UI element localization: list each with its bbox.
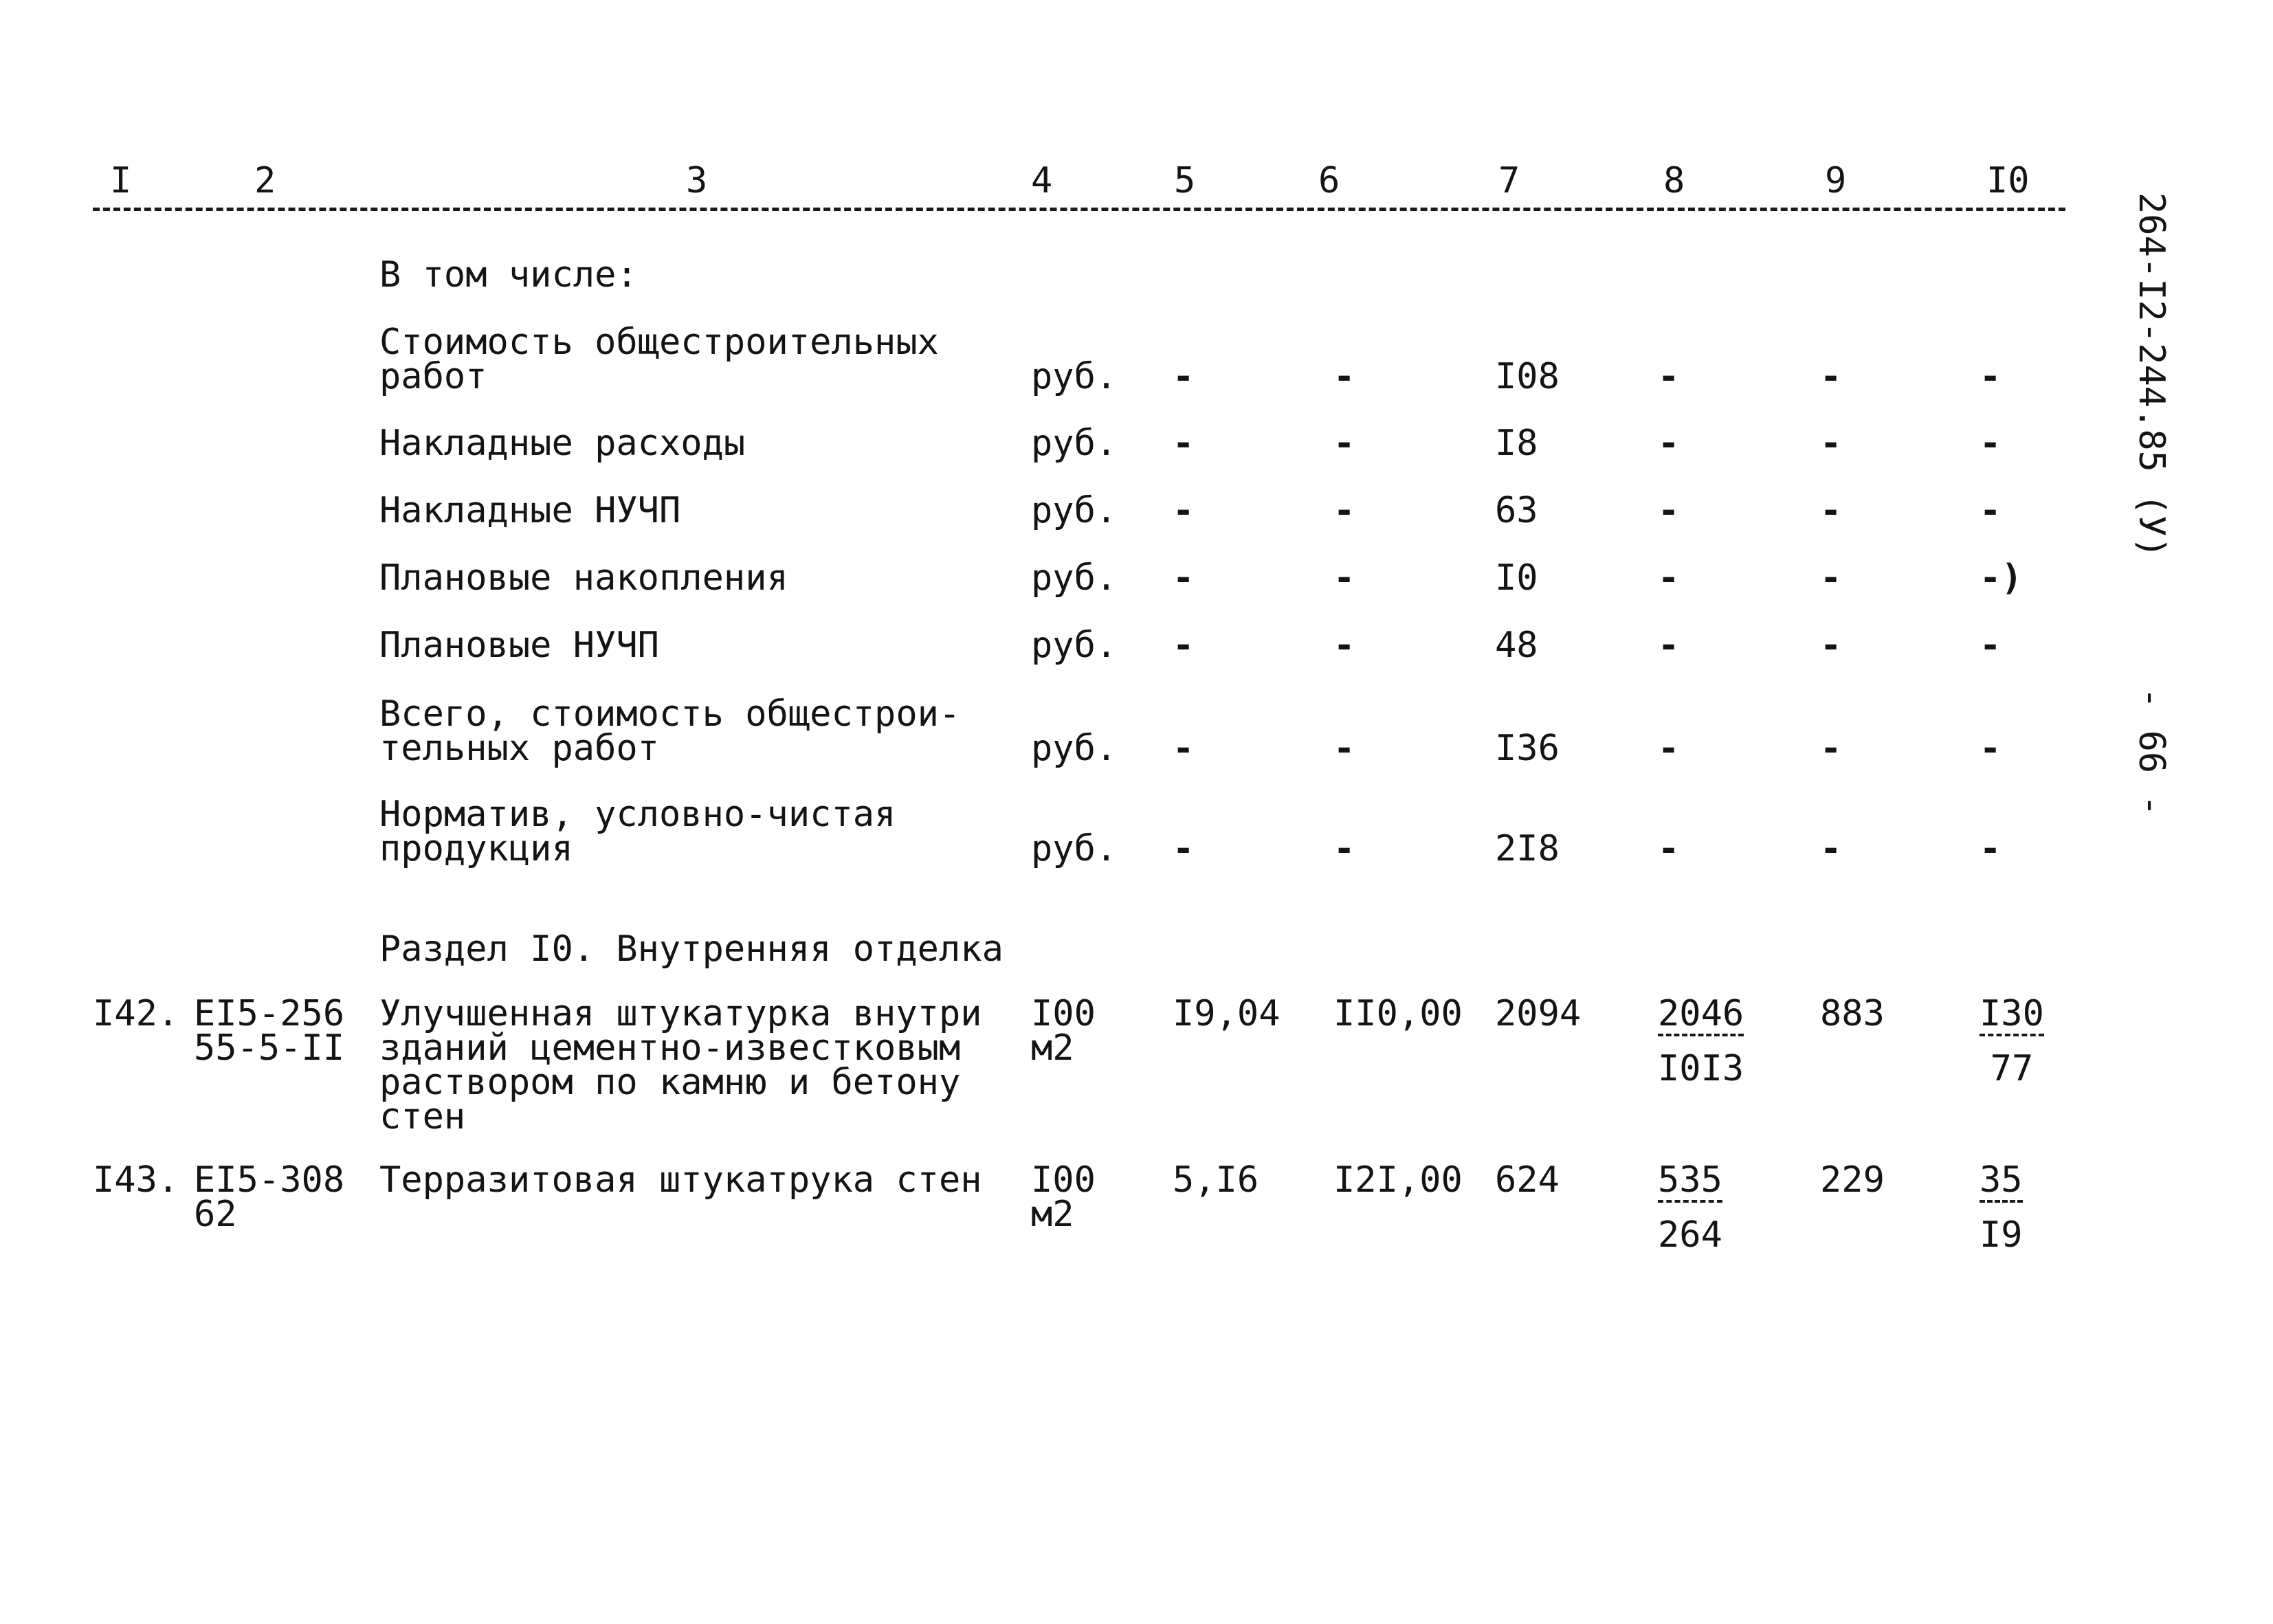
fraction-numerator: I30 <box>1980 997 2044 1036</box>
cost-row-col5: - <box>1173 828 1195 869</box>
fraction-numerator: 35 <box>1980 1163 2023 1203</box>
cost-row-col10: -) <box>1980 557 2023 599</box>
column-header-8: 8 <box>1663 160 1685 201</box>
cost-row-col7: I0 <box>1495 557 1538 599</box>
item-unit: I00 м2 <box>1031 993 1096 1069</box>
item-col9: 883 <box>1820 993 1885 1034</box>
column-header-2: 2 <box>254 160 276 201</box>
cost-row-name: Плановые НУЧП <box>379 625 659 666</box>
cost-row-col8: - <box>1658 356 1680 397</box>
cost-row-col8: - <box>1658 728 1680 769</box>
document-code: 264-I2-244.85 (У) <box>2131 192 2172 559</box>
cost-row-unit: руб. <box>1031 557 1118 599</box>
item-col7: 2094 <box>1495 993 1582 1034</box>
column-header-7: 7 <box>1498 160 1520 201</box>
cost-row-col8: - <box>1658 828 1680 869</box>
cost-row-col5: - <box>1173 625 1195 666</box>
cost-row-col9: - <box>1820 728 1842 769</box>
column-header-9: 9 <box>1825 160 1847 201</box>
cost-row-col9: - <box>1820 828 1842 869</box>
fraction-denominator: 77 <box>1990 1048 2034 1089</box>
item-name: Улучшенная штукатурка внутри зданий цементно-известковым раствором по камню и бетону стен <box>379 993 982 1137</box>
item-col8-fraction <box>1658 1159 1722 1256</box>
item-col10-fraction <box>1980 1159 2023 1256</box>
cost-row-col7: I8 <box>1495 423 1538 464</box>
cost-row-col6: - <box>1333 828 1355 869</box>
cost-row-col7: 2I8 <box>1495 828 1560 869</box>
cost-row-col7: I08 <box>1495 356 1560 397</box>
fraction-numerator: 535 <box>1658 1163 1722 1203</box>
item-col6: I2I,00 <box>1333 1159 1463 1201</box>
cost-row-col9: - <box>1820 423 1842 464</box>
page-number: - 66 - <box>2131 687 2172 816</box>
fraction-denominator: I9 <box>1980 1214 2023 1256</box>
column-header-5: 5 <box>1174 160 1196 201</box>
cost-row-unit: руб. <box>1031 625 1118 666</box>
section-title: Раздел I0. Внутренняя отделка <box>379 928 1004 970</box>
cost-row-name: Накладные НУЧП <box>379 490 681 531</box>
item-col9: 229 <box>1820 1159 1885 1201</box>
item-col7: 624 <box>1495 1159 1560 1201</box>
cost-row-col9: - <box>1820 490 1842 531</box>
cost-row-name: Стоимость общестроительных работ <box>379 322 939 397</box>
item-unit: I00 м2 <box>1031 1159 1096 1235</box>
cost-row-col5: - <box>1173 423 1195 464</box>
column-header-10: I0 <box>1986 160 2030 201</box>
cost-row-col6: - <box>1333 557 1355 599</box>
cost-row-col5: - <box>1173 490 1195 531</box>
item-col5: I9,04 <box>1173 993 1280 1034</box>
cost-row-unit: руб. <box>1031 828 1118 869</box>
cost-row-col8: - <box>1658 625 1680 666</box>
item-name: Терразитовая штукатрука стен <box>379 1159 982 1201</box>
cost-row-col7: 48 <box>1495 625 1538 666</box>
cost-row-col10: - <box>1980 728 2002 769</box>
item-number: I43. <box>93 1159 179 1201</box>
cost-row-col6: - <box>1333 625 1355 666</box>
item-code: EI5-308 62 <box>194 1159 345 1235</box>
cost-row-col8: - <box>1658 490 1680 531</box>
cost-row-col9: - <box>1820 557 1842 599</box>
column-header-3: 3 <box>686 160 708 201</box>
cost-row-name: Норматив, условно-чистая продукция <box>379 794 896 869</box>
cost-row-col5: - <box>1173 728 1195 769</box>
cost-row-col7: I36 <box>1495 728 1560 769</box>
cost-row-col5: - <box>1173 557 1195 599</box>
cost-row-col9: - <box>1820 625 1842 666</box>
cost-row-col10: - <box>1980 625 2002 666</box>
item-col8-fraction <box>1658 993 1744 1089</box>
cost-row-col7: 63 <box>1495 490 1538 531</box>
cost-row-col9: - <box>1820 356 1842 397</box>
cost-row-col8: - <box>1658 557 1680 599</box>
cost-row-name: Плановые накопления <box>379 557 788 599</box>
cost-row-col6: - <box>1333 728 1355 769</box>
column-header-1: I <box>110 160 132 201</box>
cost-row-col6: - <box>1333 490 1355 531</box>
cost-row-col10: - <box>1980 828 2002 869</box>
cost-row-col6: - <box>1333 423 1355 464</box>
item-col5: 5,I6 <box>1173 1159 1259 1201</box>
cost-row-col8: - <box>1658 423 1680 464</box>
cost-row-unit: руб. <box>1031 728 1118 769</box>
column-header-6: 6 <box>1318 160 1340 201</box>
header-divider <box>93 208 2065 211</box>
fraction-denominator: 264 <box>1658 1214 1722 1256</box>
cost-row-unit: руб. <box>1031 490 1118 531</box>
cost-row-name: Всего, стоимость общестрои- тельных работ <box>379 693 961 769</box>
fraction-denominator: I0I3 <box>1658 1048 1744 1089</box>
item-col6: II0,00 <box>1333 993 1463 1034</box>
item-col10-fraction <box>1980 993 2044 1089</box>
cost-row-col10: - <box>1980 490 2002 531</box>
intro-label: В том числе: <box>379 254 638 296</box>
cost-row-name: Накладные расходы <box>379 423 746 464</box>
cost-row-col10: - <box>1980 356 2002 397</box>
column-header-4: 4 <box>1031 160 1053 201</box>
cost-row-col6: - <box>1333 356 1355 397</box>
item-code: EI5-256 55-5-II <box>194 993 345 1069</box>
cost-row-unit: руб. <box>1031 356 1118 397</box>
cost-row-unit: руб. <box>1031 423 1118 464</box>
cost-row-col5: - <box>1173 356 1195 397</box>
cost-row-col10: - <box>1980 423 2002 464</box>
fraction-numerator: 2046 <box>1658 997 1744 1036</box>
item-number: I42. <box>93 993 179 1034</box>
